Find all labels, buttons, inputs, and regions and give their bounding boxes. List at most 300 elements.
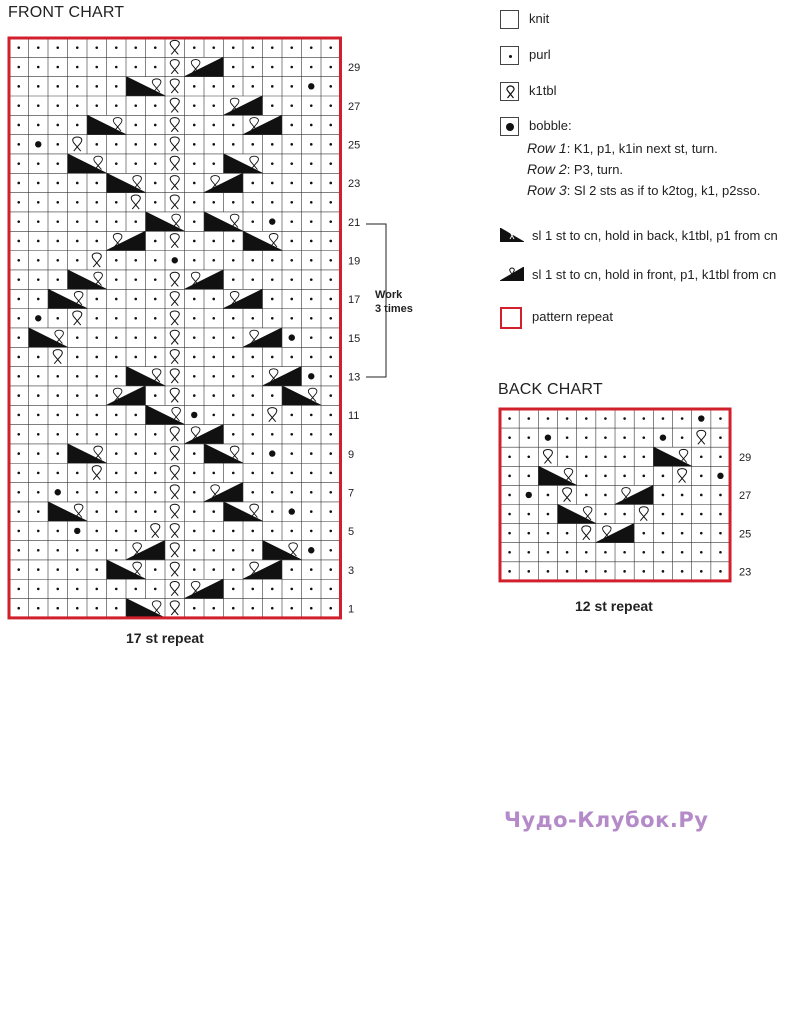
purl-stitch [271,259,274,262]
purl-stitch [17,491,20,494]
purl-stitch [310,66,313,69]
purl-stitch [290,298,293,301]
purl-stitch [251,356,254,359]
purl-stitch [251,143,254,146]
purl-stitch [115,278,118,281]
bobble-stitch [660,434,666,440]
purl-stitch [95,104,98,107]
legend-k1tbl-label: k1tbl [529,83,557,98]
purl-stitch [310,46,313,49]
purl-stitch [56,317,59,320]
purl-stitch [329,124,332,127]
purl-stitch [154,336,157,339]
purl-stitch [154,298,157,301]
bobble-stitch [526,492,532,498]
row-number-15: 15 [348,332,361,345]
purl-stitch [212,472,215,475]
purl-stitch [271,278,274,281]
purl-stitch [134,510,137,513]
purl-stitch [251,414,254,417]
knit-symbol-icon [500,10,519,29]
purl-stitch [232,588,235,591]
purl-stitch [134,472,137,475]
purl-stitch [642,455,645,458]
purl-stitch [134,414,137,417]
purl-stitch [193,336,196,339]
purl-stitch [604,417,607,420]
purl-stitch [56,568,59,571]
purl-stitch [271,607,274,610]
bobble-stitch [269,218,275,224]
purl-stitch [604,494,607,497]
purl-stitch [37,549,40,552]
purl-stitch [95,182,98,185]
purl-stitch [623,455,626,458]
purl-stitch [17,336,20,339]
purl-stitch [56,46,59,49]
purl-stitch [37,433,40,436]
purl-stitch [329,356,332,359]
purl-stitch [37,414,40,417]
purl-stitch [251,394,254,397]
purl-stitch [193,46,196,49]
purl-stitch [193,394,196,397]
purl-stitch [193,472,196,475]
pattern-repeat-symbol-icon [500,307,522,329]
purl-stitch [232,356,235,359]
purl-stitch [56,259,59,262]
purl-stitch [251,46,254,49]
purl-stitch [662,475,665,478]
purl-stitch [310,336,313,339]
purl-stitch [95,298,98,301]
bobble-instructions [527,138,760,201]
purl-stitch [623,475,626,478]
purl-stitch [251,433,254,436]
purl-stitch [17,298,20,301]
purl-stitch [115,143,118,146]
purl-stitch [193,510,196,513]
bobble-stitch [172,257,178,263]
purl-stitch [329,510,332,513]
row-number-23: 23 [348,178,361,191]
purl-stitch [290,414,293,417]
purl-stitch [17,317,20,320]
front-repeat-label: 17 st repeat [126,630,204,646]
purl-stitch [329,278,332,281]
purl-stitch [115,162,118,165]
purl-stitch [642,532,645,535]
purl-stitch [56,201,59,204]
purl-stitch [290,317,293,320]
purl-stitch [76,201,79,204]
purl-stitch [290,162,293,165]
purl-stitch [154,510,157,513]
purl-stitch [508,475,511,478]
purl-stitch [115,491,118,494]
purl-stitch [310,491,313,494]
bobble-stitch [308,547,314,553]
purl-stitch [76,491,79,494]
purl-stitch [566,455,569,458]
purl-stitch [17,124,20,127]
purl-stitch [329,414,332,417]
purl-stitch [527,475,530,478]
purl-stitch [232,394,235,397]
purl-stitch [508,513,511,516]
purl-stitch [212,336,215,339]
purl-stitch [232,549,235,552]
purl-stitch [232,201,235,204]
bobble-stitch [545,434,551,440]
purl-stitch [17,568,20,571]
purl-stitch [290,201,293,204]
purl-stitch [310,162,313,165]
purl-stitch [56,182,59,185]
purl-stitch [700,570,703,573]
purl-stitch [604,455,607,458]
purl-stitch [642,570,645,573]
purl-stitch [290,104,293,107]
purl-stitch [37,491,40,494]
purl-stitch [193,491,196,494]
purl-stitch [700,455,703,458]
purl-stitch [700,551,703,554]
row-number-17: 17 [348,294,361,307]
purl-stitch [310,607,313,610]
purl-stitch [76,66,79,69]
row-number-29: 29 [739,451,752,464]
purl-stitch [193,356,196,359]
purl-stitch [719,513,722,516]
purl-stitch [700,475,703,478]
purl-stitch [290,433,293,436]
purl-stitch [76,85,79,88]
purl-stitch [271,143,274,146]
purl-stitch [310,568,313,571]
purl-stitch [76,375,79,378]
row-number-9: 9 [348,448,355,461]
purl-stitch [271,162,274,165]
purl-stitch [56,433,59,436]
purl-stitch [642,436,645,439]
purl-stitch [95,85,98,88]
purl-stitch [115,66,118,69]
purl-stitch [17,201,20,204]
bobble-stitch [55,489,61,495]
legend-cable-back [500,228,778,243]
purl-stitch [212,356,215,359]
purl-stitch [193,201,196,204]
purl-stitch [17,472,20,475]
purl-stitch [115,452,118,455]
purl-stitch [95,240,98,243]
purl-stitch [329,317,332,320]
purl-stitch [329,588,332,591]
purl-stitch [95,433,98,436]
legend-purl-label: purl [529,47,551,62]
purl-stitch [37,530,40,533]
purl-stitch [271,472,274,475]
purl-stitch [271,104,274,107]
purl-stitch [56,394,59,397]
purl-stitch [56,414,59,417]
purl-stitch [95,549,98,552]
purl-stitch [193,85,196,88]
purl-stitch [310,356,313,359]
purl-stitch [17,66,20,69]
purl-stitch [251,452,254,455]
purl-stitch [251,201,254,204]
purl-stitch [115,607,118,610]
purl-stitch [95,317,98,320]
purl-stitch [17,278,20,281]
purl-stitch [329,472,332,475]
purl-stitch [95,46,98,49]
purl-stitch [329,162,332,165]
purl-stitch [193,259,196,262]
purl-stitch [115,433,118,436]
purl-stitch [95,356,98,359]
purl-stitch [212,394,215,397]
purl-stitch [329,336,332,339]
purl-stitch [271,491,274,494]
purl-stitch [56,472,59,475]
purl-stitch [310,530,313,533]
purl-stitch [271,317,274,320]
purl-stitch [76,220,79,223]
purl-stitch [585,417,588,420]
purl-stitch [251,607,254,610]
purl-stitch [566,570,569,573]
purl-stitch [212,201,215,204]
purl-stitch [212,46,215,49]
purl-stitch [547,513,550,516]
legend-cable-back-label: sl 1 st to cn, hold in back, k1tbl, p1 from cn [532,228,778,243]
row-number-25: 25 [348,139,361,152]
purl-stitch [154,124,157,127]
purl-stitch [642,417,645,420]
purl-stitch [37,182,40,185]
purl-stitch [76,414,79,417]
purl-stitch [251,182,254,185]
bobble-stitch [35,141,41,147]
purl-stitch [232,433,235,436]
purl-stitch [154,588,157,591]
purl-stitch [56,85,59,88]
purl-stitch [271,356,274,359]
purl-stitch [154,472,157,475]
purl-stitch [37,394,40,397]
purl-stitch [310,414,313,417]
purl-stitch [700,532,703,535]
legend-cable-front [500,267,776,282]
purl-stitch [76,356,79,359]
purl-stitch [251,491,254,494]
purl-stitch [193,375,196,378]
purl-stitch [310,201,313,204]
row-number-29: 29 [348,62,361,75]
purl-stitch [17,414,20,417]
purl-stitch [251,278,254,281]
row-number-3: 3 [348,564,355,577]
purl-stitch [508,532,511,535]
purl-stitch [154,162,157,165]
purl-stitch [134,317,137,320]
purl-stitch [95,66,98,69]
purl-stitch [251,66,254,69]
purl-stitch [17,510,20,513]
purl-stitch [193,143,196,146]
purl-stitch [212,414,215,417]
purl-stitch [719,436,722,439]
purl-stitch [115,298,118,301]
purl-stitch [95,510,98,513]
purl-stitch [604,513,607,516]
purl-stitch [310,104,313,107]
purl-stitch [329,530,332,533]
purl-stitch [681,513,684,516]
purl-stitch [271,182,274,185]
purl-stitch [37,607,40,610]
purl-stitch [134,278,137,281]
purl-stitch [232,143,235,146]
purl-stitch [251,588,254,591]
purl-symbol-icon [500,46,519,65]
purl-stitch [37,298,40,301]
purl-stitch [329,549,332,552]
purl-stitch [585,436,588,439]
purl-stitch [290,143,293,146]
purl-stitch [115,46,118,49]
purl-stitch [527,513,530,516]
purl-stitch [17,85,20,88]
purl-stitch [271,433,274,436]
purl-stitch [662,551,665,554]
purl-stitch [212,124,215,127]
row-number-13: 13 [348,371,361,384]
purl-stitch [329,182,332,185]
purl-stitch [134,336,137,339]
purl-stitch [566,436,569,439]
bobble-symbol-icon [500,117,519,136]
purl-stitch [271,201,274,204]
purl-stitch [585,570,588,573]
purl-stitch [76,394,79,397]
purl-stitch [310,298,313,301]
purl-stitch [56,607,59,610]
purl-stitch [193,607,196,610]
purl-stitch [329,607,332,610]
purl-stitch [719,494,722,497]
purl-stitch [134,124,137,127]
purl-stitch [134,356,137,359]
purl-stitch [290,278,293,281]
row-number-11: 11 [348,410,360,423]
purl-stitch [154,104,157,107]
purl-stitch [56,530,59,533]
bobble-stitch [717,473,723,479]
purl-stitch [37,568,40,571]
purl-stitch [17,46,20,49]
purl-stitch [76,549,79,552]
purl-stitch [290,182,293,185]
purl-stitch [95,375,98,378]
purl-stitch [642,475,645,478]
purl-stitch [547,494,550,497]
purl-stitch [193,317,196,320]
purl-stitch [719,570,722,573]
bobble-stitch [308,373,314,379]
purl-stitch [604,551,607,554]
bobble-row-3: Row 3: Sl 2 sts as if to k2tog, k1, p2sso. [527,182,761,198]
purl-stitch [76,182,79,185]
purl-stitch [329,491,332,494]
purl-stitch [95,394,98,397]
purl-stitch [585,475,588,478]
purl-stitch [37,201,40,204]
purl-stitch [56,278,59,281]
bobble-stitch [698,415,704,421]
purl-stitch [154,201,157,204]
purl-stitch [310,278,313,281]
purl-stitch [329,298,332,301]
purl-stitch [232,568,235,571]
purl-stitch [232,317,235,320]
purl-stitch [232,124,235,127]
purl-stitch [329,104,332,107]
bobble-stitch [269,450,275,456]
purl-stitch [290,607,293,610]
purl-stitch [719,417,722,420]
purl-stitch [154,452,157,455]
row-number-1: 1 [348,603,355,616]
purl-stitch [193,298,196,301]
purl-stitch [329,375,332,378]
row-number-23: 23 [739,566,752,579]
purl-stitch [154,240,157,243]
purl-stitch [37,278,40,281]
purl-stitch [623,436,626,439]
purl-stitch [508,455,511,458]
purl-stitch [212,259,215,262]
bobble-row-1: Row 1: K1, p1, k1in next st, turn. [527,140,718,156]
purl-stitch [115,375,118,378]
purl-stitch [17,356,20,359]
purl-stitch [212,375,215,378]
purl-stitch [212,607,215,610]
bracket-text-line2: 3 times [375,303,413,315]
front-chart-group [9,38,360,618]
purl-stitch [329,143,332,146]
purl-stitch [115,510,118,513]
purl-stitch [508,436,511,439]
purl-stitch [212,568,215,571]
purl-stitch [290,240,293,243]
purl-stitch [232,85,235,88]
purl-stitch [154,182,157,185]
purl-stitch [154,66,157,69]
purl-stitch [232,278,235,281]
purl-stitch [37,510,40,513]
purl-stitch [290,85,293,88]
purl-stitch [232,530,235,533]
purl-stitch [154,433,157,436]
purl-stitch [271,46,274,49]
purl-stitch [212,549,215,552]
purl-stitch [37,46,40,49]
purl-stitch [56,375,59,378]
